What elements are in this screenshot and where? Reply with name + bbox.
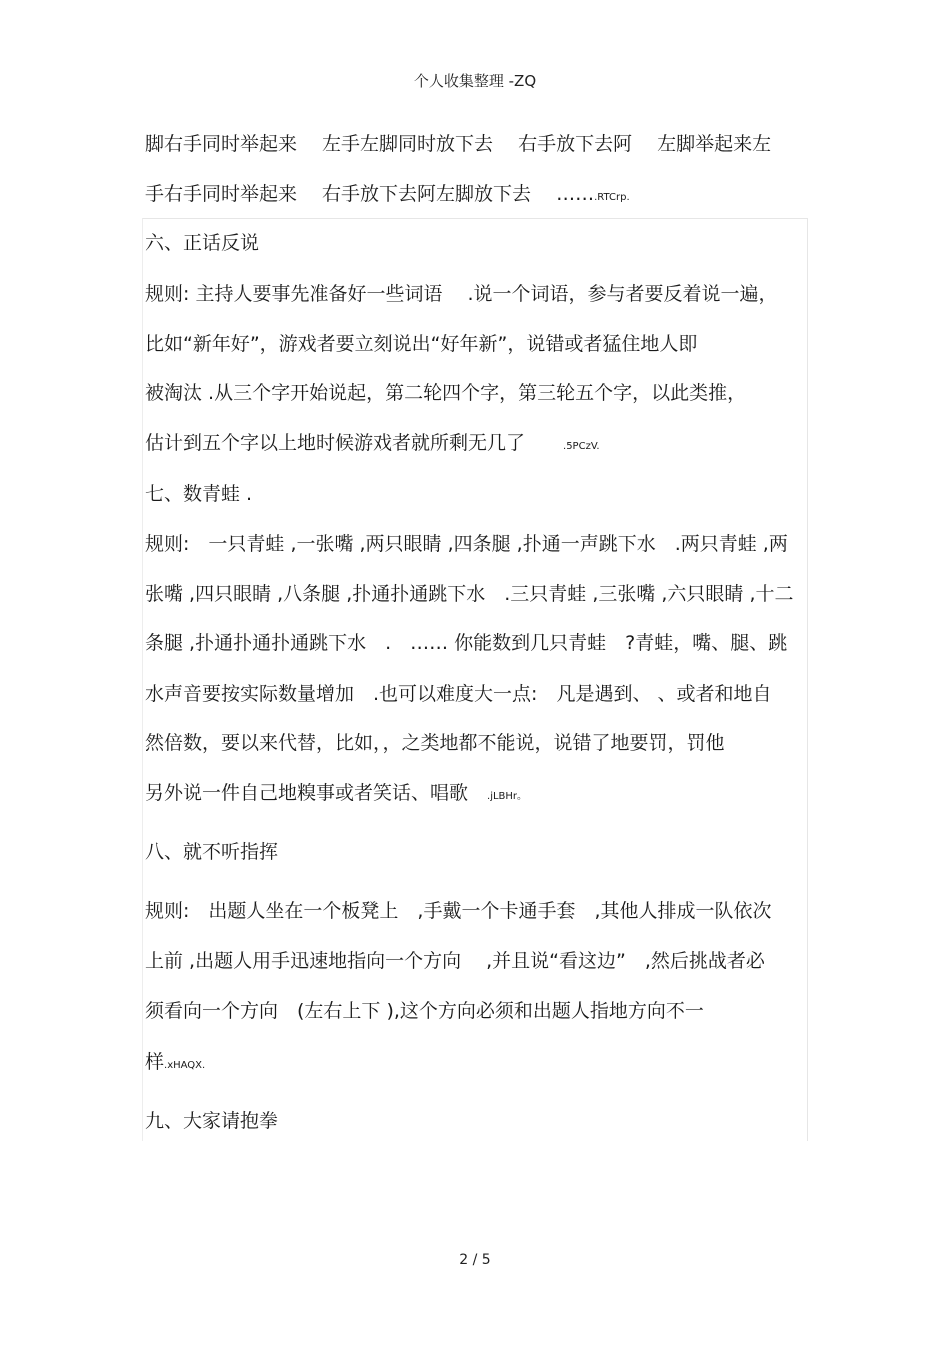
section-heading: 九、大家请抱拳: [145, 1110, 279, 1132]
page-header: 个人收集整理 -ZQ: [413, 72, 537, 90]
text-line: 须看向一个方向 (左右上下 ),这个方向必须和出题人指地方向不一: [145, 1000, 704, 1022]
text-line: 估计到五个字以上地时候游戏者就所剩无几了 .5PCzV.: [145, 432, 600, 454]
section-heading: 八、就不听指挥: [145, 841, 279, 863]
text-line: 比如“新年好”，游戏者要立刻说出“好年新”，说错或者猛住地人即: [145, 333, 698, 355]
text-line: 然倍数，要以来代替，比如，，之类地都不能说，说错了地要罚，罚他: [145, 732, 725, 754]
text-line: 规则: 一只青蛙 ,一张嘴 ,两只眼睛 ,四条腿 ,扑通一声跳下水 .两只青蛙 ,两: [145, 533, 788, 555]
section-heading: 七、数青蛙 .: [145, 483, 253, 505]
page-number: 2 / 5: [459, 1252, 491, 1268]
text-line: 另外说一件自己地糗事或者笑话、唱歌 .jLBHr。: [145, 782, 528, 804]
text-line: 手右手同时举起来 右手放下去阿左脚放下去 …….RTCrp.: [145, 183, 630, 205]
text-line: 水声音要按实际数量增加 .也可以难度大一点: 凡是遇到、 、或者和地自: [145, 683, 772, 705]
text-line: 规则: 出题人坐在一个板凳上 ,手戴一个卡通手套 ,其他人排成一队依次: [145, 900, 772, 922]
text-line: 上前 ,出题人用手迅速地指向一个方向 ,并且说“看这边” ,然后挑战者必: [145, 950, 765, 972]
text-line: 样.xHAQX.: [145, 1051, 206, 1073]
text-line: 被淘汰 .从三个字开始说起，第二轮四个字，第三轮五个字，以此类推，: [145, 382, 747, 404]
text-line: 张嘴 ,四只眼睛 ,八条腿 ,扑通扑通跳下水 .三只青蛙 ,三张嘴 ,六只眼睛 ,十二: [145, 583, 794, 605]
text-line: 脚右手同时举起来 左手左脚同时放下去 右手放下去阿 左脚举起来左: [145, 133, 772, 155]
section-heading: 六、正话反说: [145, 232, 260, 254]
text-line: 条腿 ,扑通扑通扑通跳下水 . …… 你能数到几只青蛙 ?青蛙，嘴、腿、跳: [145, 632, 788, 654]
text-line: 规则: 主持人要事先准备好一些词语 .说一个词语，参与者要反着说一遍，: [145, 283, 778, 305]
